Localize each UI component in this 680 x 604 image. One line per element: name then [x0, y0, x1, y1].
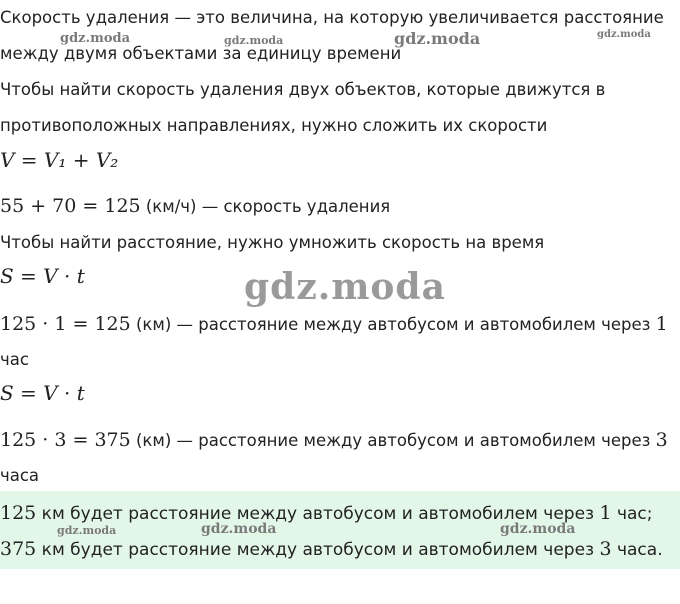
- watermark: gdz.moda: [224, 34, 284, 47]
- answer-2-hours: 3: [599, 538, 612, 560]
- rule-speed-line-2: противоположных направлениях, нужно сложить их скорости: [0, 116, 548, 135]
- calc-d1-math: 125 · 1 = 125: [0, 313, 131, 335]
- formula-speed: V = V₁ + V₂: [0, 148, 119, 172]
- watermark: gdz.moda: [597, 29, 651, 40]
- calc-d1-num: 1: [655, 313, 668, 335]
- answer-2-num: 375: [0, 538, 37, 560]
- calc-d3-text: (км) — расстояние между автобусом и автомобилем через: [130, 431, 656, 450]
- formula-distance-1: S = V · t: [0, 264, 85, 288]
- answer-line-2: [0, 538, 663, 561]
- calc-d3-math: 125 · 3 = 375: [0, 429, 131, 451]
- answer-2-text: км будет расстояние между автобусом и автомобилем через: [36, 540, 600, 560]
- watermark: gdz.moda: [60, 31, 131, 46]
- answer-1-hours: 1: [599, 502, 612, 524]
- calc-d1-text: (км) — расстояние между автобусом и автомобилем через: [130, 315, 656, 334]
- calc-speed-math: 55 + 70 = 125: [0, 195, 141, 217]
- watermark-large: gdz.moda: [244, 266, 446, 308]
- watermark: gdz.moda: [57, 524, 117, 537]
- answer-1-num: 125: [0, 502, 37, 524]
- calc-d3-num: 3: [655, 429, 668, 451]
- calc-speed: [0, 196, 390, 217]
- formula-distance-2: S = V · t: [0, 381, 85, 405]
- rule-speed-line-1: Чтобы найти скорость удаления двух объектов, которые движутся в: [0, 80, 606, 99]
- calc-d1-unit: час: [0, 350, 29, 369]
- calc-speed-text: (км/ч) — скорость удаления: [140, 197, 391, 216]
- definition-line-1: Скорость удаления — это величина, на которую увеличивается расстояние: [0, 8, 664, 27]
- watermark: gdz.moda: [201, 521, 277, 537]
- calc-distance-1: [0, 314, 668, 335]
- answer-1-end: час;: [611, 504, 653, 524]
- watermark: gdz.moda: [500, 521, 576, 537]
- calc-distance-3: [0, 430, 668, 451]
- watermark: gdz.moda: [394, 29, 481, 48]
- answer-2-end: часа.: [611, 540, 663, 560]
- definition-line-2: между двумя объектами за единицу времени: [0, 44, 402, 63]
- rule-distance: Чтобы найти расстояние, нужно умножить скорость на время: [0, 233, 545, 252]
- answer-1-text: км будет расстояние между автобусом и автомобилем через: [36, 504, 600, 524]
- calc-d3-unit: часа: [0, 466, 40, 485]
